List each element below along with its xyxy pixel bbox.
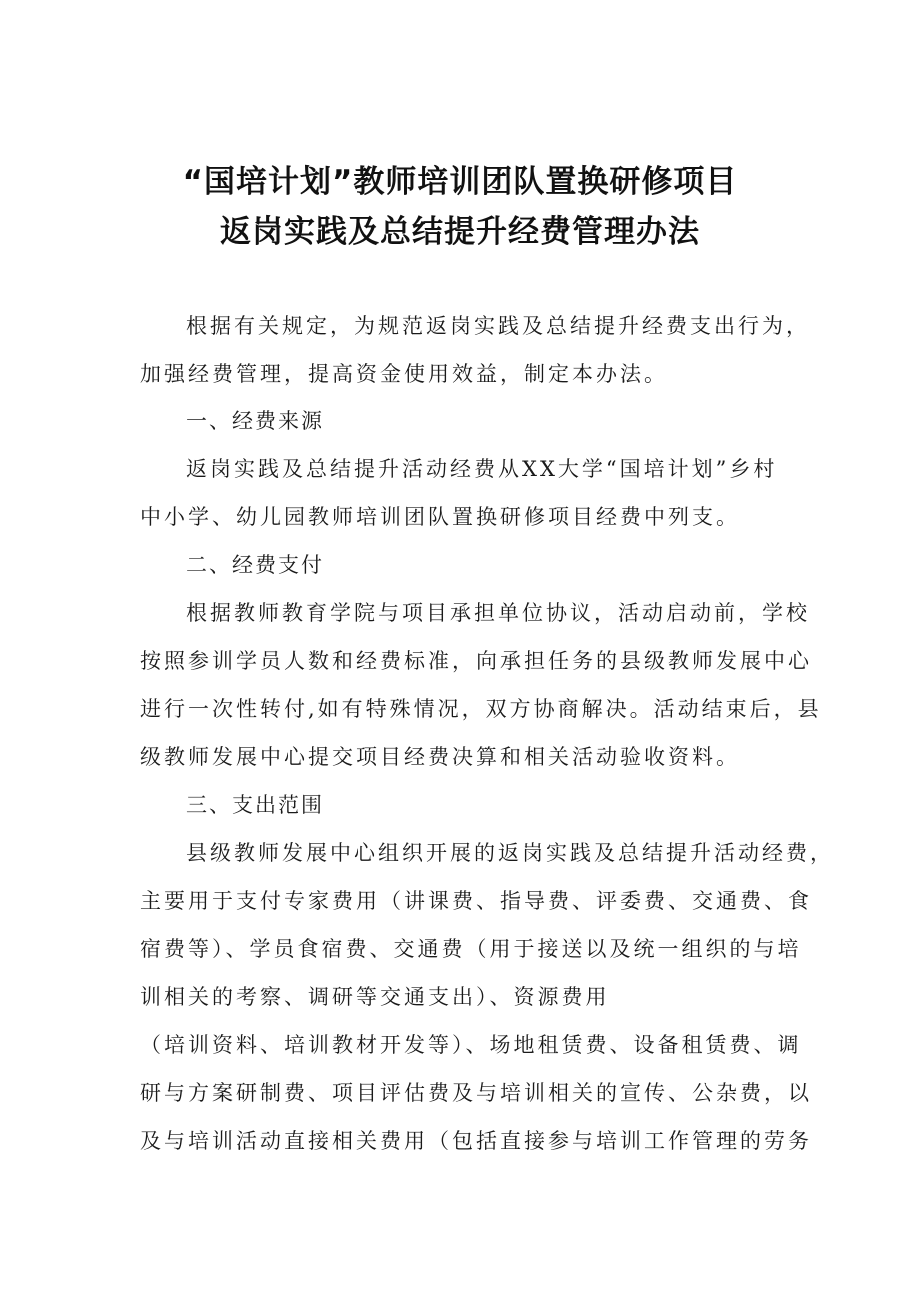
section-2-line-4: 级教师发展中心提交项目经费决算和相关活动验收资料。 (140, 745, 740, 769)
section-3-line-1: 县级教师发展中心组织开展的返岗实践及总结提升活动经费， (186, 841, 834, 865)
section-3-line-7: 及与培训活动直接相关费用（包括直接参与培训工作管理的劳务 (140, 1129, 812, 1153)
section-1-line-2: 中小学、幼儿园教师培训团队置换研修项目经费中列支。 (140, 505, 740, 529)
section-1-heading: 一、经费来源 (186, 409, 324, 433)
section-3-line-6: 研与方案研制费、项目评估费及与培训相关的宣传、公杂费，以 (140, 1081, 812, 1105)
document-title-line-1: “国培计划”教师培训团队置换研修项目 (182, 164, 738, 200)
section-3-line-4: 训相关的考察、调研等交通支出）、资源费用 (140, 985, 610, 1009)
section-2-line-3: 进行一次性转付,如有特殊情况，双方协商解决。活动结束后，县 (140, 697, 822, 721)
document-title-line-2: 返岗实践及总结提升经费管理办法 (220, 214, 700, 250)
intro-line-2: 加强经费管理，提高资金使用效益，制定本办法。 (140, 362, 668, 386)
section-2-line-1: 根据教师教育学院与项目承担单位协议，活动启动前，学校 (186, 601, 810, 625)
section-3-line-5: （培训资料、培训教材开发等）、场地租赁费、设备租赁费、调 (140, 1033, 802, 1057)
section-1-line-1: 返岗实践及总结提升活动经费从XX大学“国培计划”乡村 (186, 457, 778, 481)
section-2-heading: 二、经费支付 (186, 553, 324, 577)
section-3-line-3: 宿费等）、学员食宿费、交通费（用于接送以及统一组织的与培 (140, 937, 802, 961)
section-3-heading: 三、支出范围 (186, 793, 324, 817)
intro-line-1: 根据有关规定，为规范返岗实践及总结提升经费支出行为， (186, 314, 810, 338)
section-3-line-2: 主要用于支付专家费用（讲课费、指导费、评委费、交通费、食 (140, 889, 812, 913)
section-2-line-2: 按照参训学员人数和经费标准，向承担任务的县级教师发展中心 (140, 649, 812, 673)
